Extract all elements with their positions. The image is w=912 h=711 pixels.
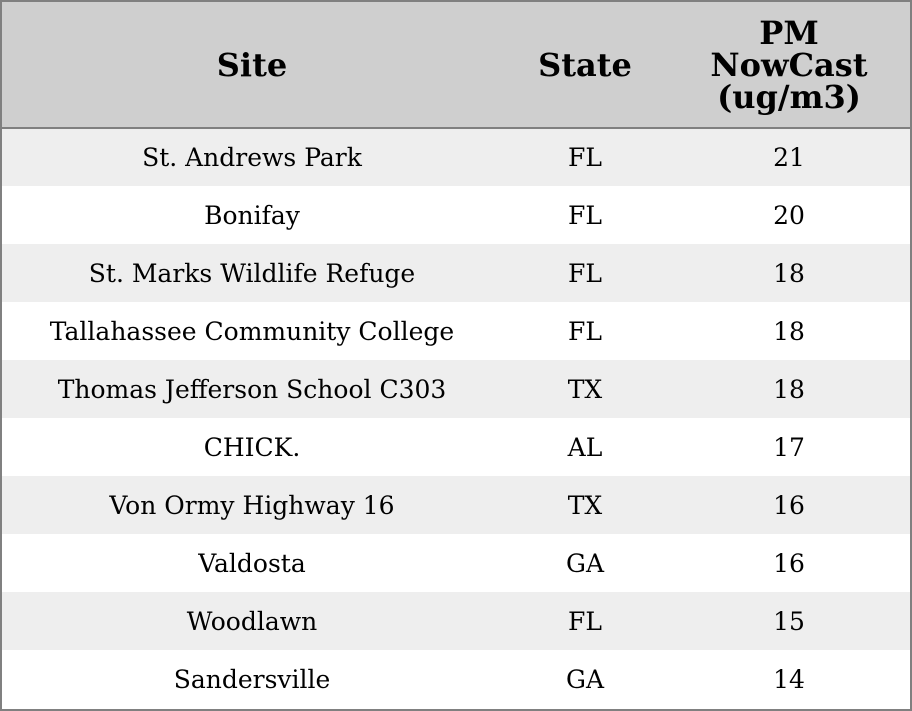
cell-site: St. Marks Wildlife Refuge <box>88 258 416 288</box>
cell-state: FL <box>568 200 602 230</box>
cell-pm-nowcast: 20 <box>773 200 805 230</box>
cell-site: Thomas Jefferson School C303 <box>57 374 447 404</box>
column-header-pm-line-3: (ug/m3) <box>717 77 861 116</box>
column-header-state: State <box>502 2 668 128</box>
table-row <box>2 418 910 476</box>
cell-state: AL <box>567 432 603 462</box>
cell-state: GA <box>565 664 605 694</box>
cell-pm-nowcast: 21 <box>773 143 805 172</box>
cell-state: FL <box>568 258 602 288</box>
cell-site: CHICK. <box>203 432 301 462</box>
cell-state: GA <box>565 548 605 578</box>
table-body <box>2 128 910 708</box>
table-row <box>2 186 910 244</box>
table-row <box>2 650 910 708</box>
cell-site: St. Andrews Park <box>142 143 362 172</box>
cell-pm-nowcast: 16 <box>773 490 805 520</box>
header-row <box>2 2 910 128</box>
cell-site: Sandersville <box>173 664 331 694</box>
cell-state: TX <box>567 490 603 520</box>
table-row <box>2 534 910 592</box>
cell-site: Tallahassee Community College <box>49 316 455 346</box>
cell-site: Von Ormy Highway 16 <box>109 490 395 520</box>
cell-pm-nowcast: 18 <box>773 316 805 346</box>
table-row <box>2 244 910 302</box>
table-row <box>2 128 910 186</box>
cell-pm-nowcast: 18 <box>773 258 805 288</box>
cell-state: TX <box>567 374 603 404</box>
cell-pm-nowcast: 17 <box>773 432 805 462</box>
cell-site: Valdosta <box>198 548 306 578</box>
column-header-pm-line-2: NowCast <box>710 45 868 84</box>
column-header-site: Site <box>2 2 502 128</box>
cell-pm-nowcast: 16 <box>773 548 805 578</box>
table-row <box>2 302 910 360</box>
table-header <box>2 2 910 128</box>
cell-state: FL <box>568 316 602 346</box>
column-header-pm-nowcast <box>668 2 910 128</box>
table-row <box>2 592 910 650</box>
column-header-pm-line-1: PM <box>759 13 819 52</box>
cell-state: FL <box>568 143 602 172</box>
cell-site: Woodlawn <box>186 606 318 636</box>
cell-pm-nowcast: 15 <box>773 606 805 636</box>
cell-site: Bonifay <box>204 200 300 230</box>
cell-pm-nowcast: 18 <box>773 374 805 404</box>
table-row <box>2 476 910 534</box>
cell-pm-nowcast: 14 <box>773 664 805 694</box>
table-row <box>2 360 910 418</box>
data-table <box>2 2 910 708</box>
cell-state: FL <box>568 606 602 636</box>
